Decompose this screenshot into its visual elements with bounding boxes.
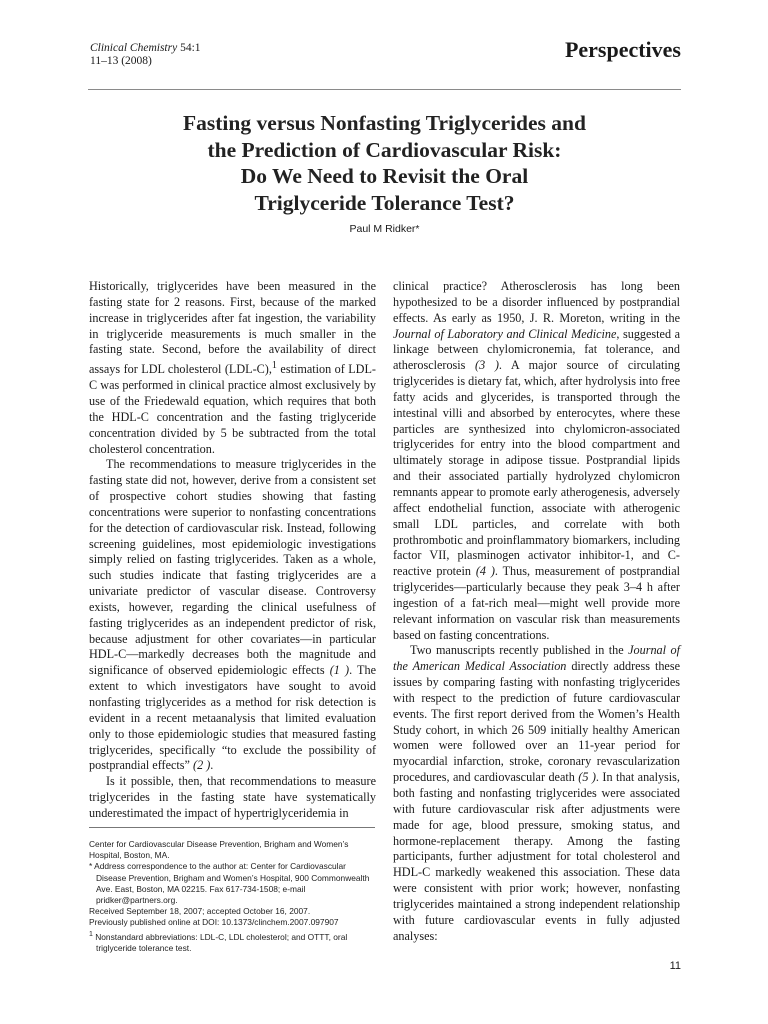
article-title (90, 110, 679, 216)
footnotes (89, 839, 378, 954)
citation-ref: (4 ) (475, 564, 495, 579)
citation-ref: (2 ) (193, 758, 211, 773)
affiliation-note: Center for Cardiovascular Disease Prevention, Brigham and Women’s Hospital, Boston, MA. (89, 839, 349, 861)
doi-note: Previously published online at DOI: 10.1373/clinchem.2007.097907 (89, 917, 339, 928)
volume-issue: 54:1 (180, 42, 201, 54)
received-note: Received September 18, 2007; accepted October 16, 2007. (89, 906, 311, 917)
pages-year: 11–13 (2008) (90, 55, 152, 67)
footnote-marker: 1 (89, 930, 93, 938)
abbreviations-note: $^1$ Nonstandard abbreviations: LDL-C, LDL cholesterol; and OTTT, oral triglyceride tolerance test. (89, 930, 348, 953)
journal-citation (90, 42, 201, 68)
footnote-marker: 1 (271, 360, 277, 372)
title-line: the Prediction of Cardiovascular Risk: (207, 137, 562, 162)
paragraph: Historically, triglycerides have been measured in the fasting state for 2 reasons. First, because of the marked increase in triglycerides after fat ingestion, the variability in triglyceride measurements is much smaller in the fasting state. Second, before the availability of direct assays for LDL cholesterol (LDL-C),$^1$ estimation of LDL-C was performed in clinical practice almost exclusively by use of the Friedewald equation, which requires that both the HDL-C concentration and the fasting triglyceride concentration divided by 5 be subtracted from the total cholesterol concentration. (89, 279, 376, 456)
body-column-right (393, 279, 680, 944)
correspondence-note: * Address correspondence to the author at: Center for Cardiovascular Disease Prevention, Brigham and Women’s Hospital, 900 Commonwealth Ave. East, Boston, MA 02215. Fax 617-734-1508; e-mail pridker@partners.org. (89, 861, 370, 906)
paragraph: Two manuscripts recently published in the Journal of the American Medical Association directly address these issues by comparing fasting with nonfasting triglycerides with respect to the prediction of future cardiovascular events. The first report derived from the Women’s Health Study cohort, in which 26 509 initially healthy American women were followed over an 11-year period for myocardial infarction, stroke, coronary revascularization procedures, and cardiovascular death (5 ). In that analysis, both fasting and nonfasting triglycerides were associated with future cardiovascular risk after adjustments were made for age, blood pressure, smoking status, and hormone-replacement therapy. Among the fasting participants, further adjustment for total cholesterol and HDL-C markedly weakened this association. These data were consistent with prior work; however, nonfasting triglycerides maintained a strong independent relationship with future cardiovascular events in fully adjusted analyses: (393, 643, 680, 943)
header-divider (88, 89, 681, 90)
citation-ref: (1 ) (329, 663, 350, 678)
citation-ref: (3 ) (475, 358, 499, 373)
title-line: Fasting versus Nonfasting Triglycerides and (183, 111, 586, 135)
body-column-left (89, 279, 376, 822)
page-number: 11 (669, 960, 681, 972)
journal-reference: Journal of the American Medical Association (393, 643, 680, 674)
section-heading: Perspectives (564, 37, 681, 62)
journal-name: Clinical Chemistry (90, 42, 178, 54)
title-line: Triglyceride Tolerance Test? (254, 190, 515, 215)
author-name: Paul M Ridker* (349, 223, 420, 235)
title-line: Do We Need to Revisit the Oral (240, 164, 529, 188)
citation-ref: (5 ) (578, 770, 596, 785)
paragraph: clinical practice? Atherosclerosis has long been hypothesized to be a disorder influenced by postprandial effects. As early as 1950, J. R. Moreton, writing in the Journal of Laboratory and Clinical Medicine, suggested a linkage between chylomicronemia, fat tolerance, and atherosclerosis (3 ). A major source of circulating triglycerides is dietary fat, which, after hydrolysis into free fatty acids and glycerides, is transported through the intestinal villi and absorbed by enterocytes, where these particles are synthesized into chylomicron-associated triglycerides for entry into the blood compartment and ultimately storage in adipose tissue. Postprandial lipids and their associated partially hydrolyzed chylomicron remnants appear to promote early atherogenesis, adversely affect endothelial function, associate with atherogenic small LDL particles, and correlate with both prothrombotic and proinflammatory biomarkers, including factor VII, plasminogen activator inhibitor-1, and C-reactive protein (4 ). Thus, measurement of postprandial triglycerides—particularly because they peak 3–4 h after ingestion of a fat-rich meal—might well provide more relevant information on vascular risk than measurements based on fasting concentrations. (393, 279, 680, 642)
paragraph: Is it possible, then, that recommendations to measure triglycerides in the fasting state have systematically underestimated the impact of hypertriglyceridemia in (89, 774, 376, 820)
paragraph: The recommendations to measure triglycerides in the fasting state did not, however, derive from a consistent set of prospective cohort studies showing that fasting concentrations were superior to nonfasting concentrations for the detection of cardiovascular risk. Instead, following screening guidelines, most epidemiologic investigations simply relied on fasting triglycerides. Taken as a whole, such studies indicate that fasting triglycerides are a univariate predictor of vascular disease. Controversy exists, however, regarding the clinical usefulness of fasting triglycerides as an independent predictor of risk, because adjustment for other covariates—in particular HDL-C—markedly decreases both the magnitude and significance of observed epidemiologic effects (1 ). The extent to which investigators have sought to avoid nonfasting triglycerides as a method for risk detection is evident in a recent metaanalysis that limited evaluation only to those epidemiologic studies that measured fasting triglycerides, specifically “to exclude the possibility of postprandial effects” (2 ). (89, 457, 376, 773)
journal-reference: Journal of Laboratory and Clinical Medicine (393, 326, 617, 341)
footnote-divider (89, 827, 375, 828)
